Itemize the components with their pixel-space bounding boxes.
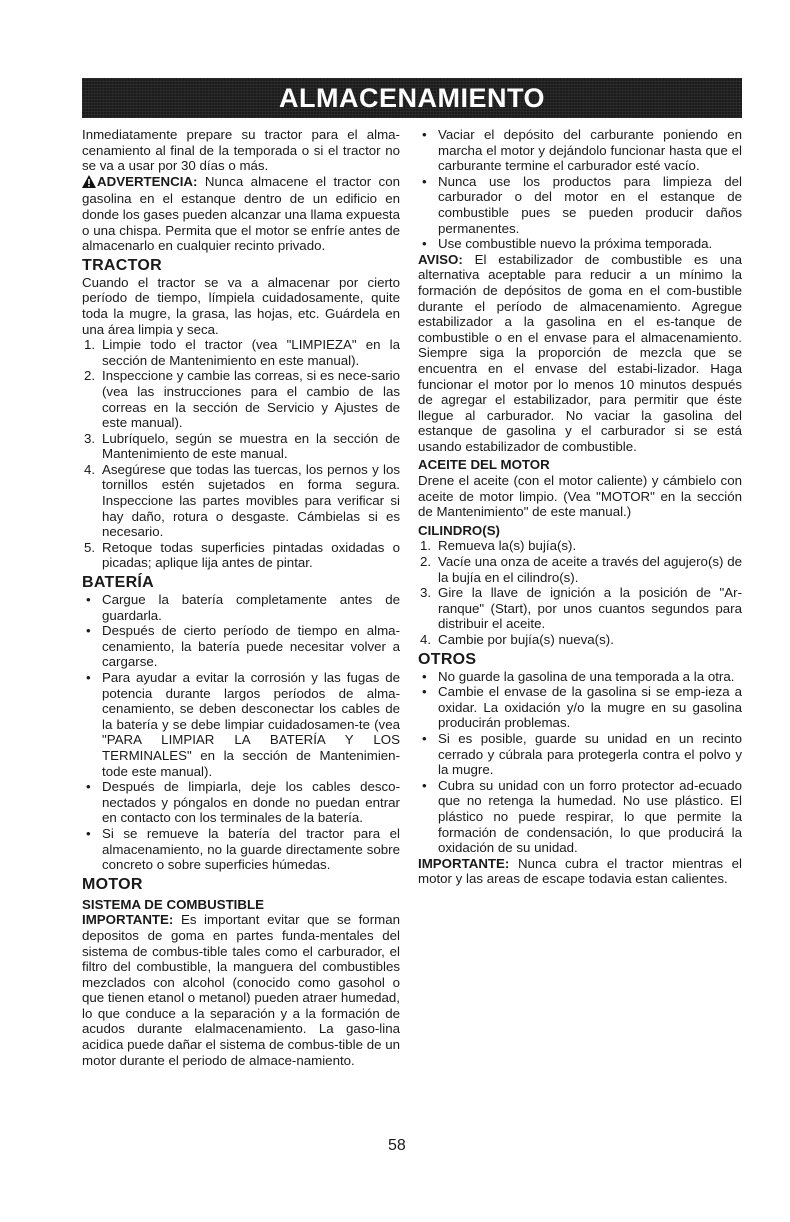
step-text: Asegúrese que todas las tuercas, los pernos y los tornillos estén sujetados en forma segura. Inspeccione las partes movibles para verificar si hay daño, rotura o desgaste. Cámbielas si es necesario. bbox=[102, 461, 400, 540]
final-important-paragraph bbox=[418, 856, 742, 887]
page-number: 58 bbox=[388, 1137, 406, 1154]
bullet-text: Cubra su unidad con un forro protector ad-ecuado que no retenga la humedad. No use plástico. El plástico no puede respirar, lo que permite la formación de condensación, lo que producirá la oxidación de su unidad. bbox=[438, 777, 742, 856]
list-item bbox=[82, 779, 400, 826]
bullet-text: Nunca use los productos para limpieza del carburador o del motor en el estanque de combustible pues se pueden producir daños permanentes. bbox=[438, 173, 742, 236]
list-item bbox=[418, 731, 742, 778]
step-number: 4. bbox=[84, 461, 96, 477]
step-number: 1. bbox=[420, 538, 432, 554]
warning-text: Nunca almacene el tractor con gasolina en el estanque dentro de un edificio en donde los gases pueden alcanzar una llama expuesta o una chispa. Permita que el motor se enfríe antes de almacenarlo en cualquier recinto privado. bbox=[82, 173, 400, 254]
bullet-mark: • bbox=[86, 779, 91, 795]
battery-heading: BATERÍA bbox=[82, 574, 155, 592]
right-column bbox=[418, 127, 742, 887]
bullet-mark: • bbox=[86, 592, 91, 608]
others-bullets-list bbox=[418, 669, 742, 856]
bullet-mark: • bbox=[422, 684, 427, 700]
battery-bullets-list bbox=[82, 592, 400, 873]
list-item bbox=[418, 236, 742, 252]
bullet-text: Cargue la batería completamente antes de guardarla. bbox=[102, 592, 400, 623]
bullet-mark: • bbox=[422, 668, 427, 684]
motor-heading: MOTOR bbox=[82, 875, 143, 893]
step-text: Cambie por bujía(s) nueva(s). bbox=[438, 632, 614, 647]
step-number: 3. bbox=[420, 585, 432, 601]
step-number: 5. bbox=[84, 539, 96, 555]
list-item bbox=[82, 368, 400, 430]
page-title: ALMACENAMIENTO bbox=[279, 82, 545, 113]
bullet-text: Si se remueve la batería del tractor para el almacenamiento, no la guarde directamente sobre concreto o sobre superficies húmedas. bbox=[102, 825, 400, 873]
list-item bbox=[418, 778, 742, 856]
list-item bbox=[82, 670, 400, 779]
list-item bbox=[418, 632, 742, 648]
list-item bbox=[418, 554, 742, 585]
list-item bbox=[418, 684, 742, 731]
bullet-mark: • bbox=[422, 777, 427, 793]
warning-label: ADVERTENCIA: bbox=[97, 173, 198, 189]
list-item bbox=[82, 337, 400, 368]
list-item bbox=[82, 462, 400, 540]
left-column bbox=[82, 127, 400, 1068]
list-item bbox=[418, 538, 742, 554]
step-text: Inspeccione y cambie las correas, si es nece-sario (vea las instrucciones para el cambio de las correas en la sección de Servicio y Ajustes de este manual). bbox=[102, 368, 400, 431]
step-number: 2. bbox=[420, 554, 432, 570]
bullet-text: Vaciar el depósito del carburante poniendo en marcha el motor y dejándolo funcionar hasta que el carburante termine el carburador esté vacío. bbox=[438, 127, 742, 174]
tractor-heading: TRACTOR bbox=[82, 256, 163, 274]
bullet-mark: • bbox=[422, 236, 427, 252]
fuel-bullets-list bbox=[418, 127, 742, 252]
fuel-important-paragraph bbox=[82, 912, 400, 1068]
fuel-system-heading: SISTEMA DE COMBUSTIBLE bbox=[82, 896, 264, 912]
list-item bbox=[82, 431, 400, 462]
others-heading: OTROS bbox=[418, 650, 477, 668]
step-text: Retoque todas superficies pintadas oxidadas o picadas; aplique lija antes de pintar. bbox=[102, 539, 400, 571]
list-item bbox=[418, 174, 742, 236]
bullet-text: Use combustible nuevo la próxima temporada. bbox=[438, 236, 713, 252]
important-label: IMPORTANTE: bbox=[418, 855, 510, 871]
intro-paragraph: Inmediatamente prepare su tractor para el alma-cenamiento al final de la temporada o si el tractor no se va a usar por 30 días o más. bbox=[82, 127, 400, 174]
engine-oil-text: Drene el aceite (con el motor caliente) y cámbielo con aceite de motor limpio. (Vea "MOTOR" en la sección de Mantenimiento" de este manual.) bbox=[418, 473, 742, 520]
bullet-text: No guarde la gasolina de una temporada a la otra. bbox=[438, 668, 735, 684]
cylinder-steps-list bbox=[418, 538, 742, 647]
bullet-mark: • bbox=[86, 623, 91, 639]
bullet-text: Después de limpiarla, deje los cables desco-nectados y póngalos en donde no puedan entrar en contacto con los terminales de la batería. bbox=[102, 779, 400, 826]
bullet-mark: • bbox=[86, 825, 91, 841]
tractor-intro: Cuando el tractor se va a almacenar por cierto período de tiempo, límpiela cuidadosamente, quite toda la mugre, la grasa, las hojas, etc. Guárdela en una área limpia y seca. bbox=[82, 274, 400, 337]
warning-paragraph bbox=[82, 174, 400, 254]
notice-paragraph bbox=[418, 252, 742, 455]
notice-label: AVISO: bbox=[418, 251, 463, 267]
bullet-text: Después de cierto período de tiempo en alma-cenamiento, la batería puede necesitar volver a cargarse. bbox=[102, 623, 400, 670]
fuel-important-text: Es important evitar que se forman depositos de goma en partes funda-mentales del sistema de combus-tible tales como el carburador, el filtro del combustible, la manguera del combustibles mezclados con alcohol (conocido como gasohol o que tienen etanol o metanol) pueden atraer humedad, lo que conduce a la separación y a la formación de acudos durante elalmacenamiento. La gaso-lina acidica puede dañar el sistema de combus-tible de un motor durante el periodo de almace-namiento. bbox=[82, 912, 400, 1068]
step-number: 3. bbox=[84, 430, 96, 446]
bullet-mark: • bbox=[422, 730, 427, 746]
cylinders-heading: CILINDRO(S) bbox=[418, 522, 500, 538]
important-label: IMPORTANTE: bbox=[82, 912, 174, 928]
step-number: 4. bbox=[420, 632, 432, 647]
title-banner bbox=[82, 78, 742, 118]
list-item bbox=[418, 127, 742, 174]
bullet-mark: • bbox=[422, 173, 427, 189]
bullet-text: Cambie el envase de la gasolina si se emp-ieza a oxidar. La oxidación y/o la mugre en su gasolina producirán problemas. bbox=[438, 684, 742, 731]
warning-triangle-icon bbox=[82, 175, 96, 192]
step-text: Lubríquelo, según se muestra en la sección de Mantenimiento de este manual. bbox=[102, 430, 400, 462]
final-important-text: Nunca cubra el tractor mientras el motor y las areas de escape todavia estan calientes. bbox=[418, 855, 742, 887]
list-item bbox=[82, 592, 400, 623]
list-item bbox=[82, 826, 400, 873]
step-text: Vacíe una onza de aceite a través del agujero(s) de la bujía en el cilindro(s). bbox=[438, 554, 742, 585]
step-text: Gire la llave de ignición a la posición de "Ar-ranque" (Start), por unos cuantos segundos para distribuir el aceite. bbox=[438, 585, 742, 632]
step-number: 1. bbox=[84, 337, 96, 353]
step-text: Limpie todo el tractor (vea "LIMPIEZA" en la sección de Mantenimiento en este manual). bbox=[102, 337, 400, 368]
tractor-steps-list bbox=[82, 337, 400, 571]
step-number: 2. bbox=[84, 368, 96, 384]
list-item bbox=[418, 585, 742, 632]
notice-text: El estabilizador de combustible es una alternativa aceptable para reducir a un mínimo la formación de depósitos de goma en el com-bustible durante el período de almacenamiento. Agregue estabilizador a la gasolina en el es-tanque de combustible o en el envase para el almacenamiento. Siempre siga la proporción de mezcla que se encuentra en el envase del estabi-lizador. Haga funcionar el motor por lo menos 10 minutos después de agregar el estabilizador, para permitir que éste llegue al carburador. No vaciar la gasolina del estanque de gasolina y el carburador si se está usando estabilizador de combustible. bbox=[418, 251, 742, 454]
bullet-text: Para ayudar a evitar la corrosión y las fugas de potencia durante largos períodos de alma-cenamiento, se deben desconectar los cables de la batería y se debe limpiar cuidadosamen-te (vea "PARA LIMPIAR LA BATERÍA Y LOS TERMINALES" en la sección de Mantenimien-tode este manual). bbox=[102, 670, 400, 779]
step-text: Remueva la(s) bujía(s). bbox=[438, 538, 577, 554]
list-item bbox=[418, 669, 742, 685]
bullet-mark: • bbox=[422, 127, 427, 142]
bullet-text: Si es posible, guarde su unidad en un recinto cerrado y cúbrala para protegerla contra el polvo y la mugre. bbox=[438, 730, 742, 778]
bullet-mark: • bbox=[86, 670, 91, 685]
list-item bbox=[82, 540, 400, 571]
engine-oil-heading: ACEITE DEL MOTOR bbox=[418, 457, 550, 473]
list-item bbox=[82, 623, 400, 670]
